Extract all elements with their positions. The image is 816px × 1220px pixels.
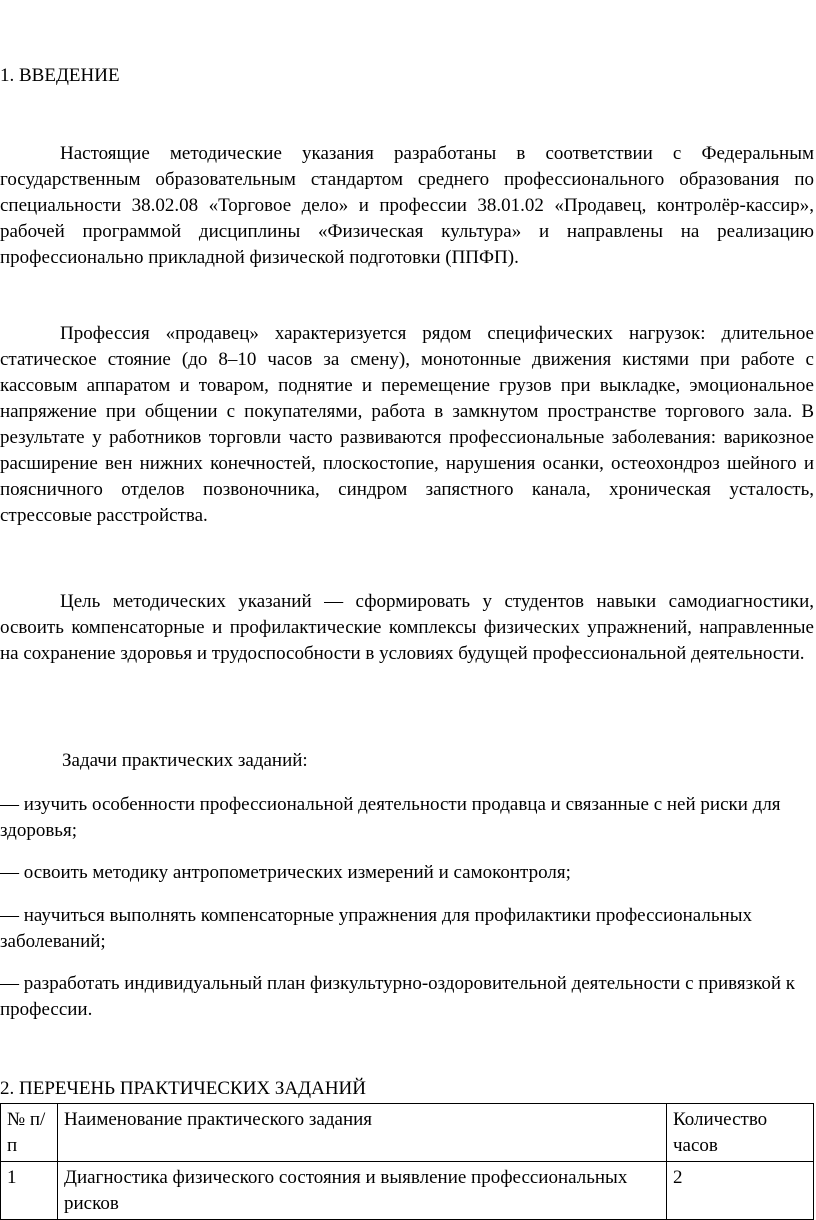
table-row xyxy=(1,1162,814,1220)
tasks-title: Задачи практических заданий: xyxy=(62,750,308,771)
paragraph-text: Настоящие методические указания разработаны в соответствии с Федеральным государственным образовательным стандартом среднего профессионального образования по специальности 38.02.08 «Торговое дело» и профессии 38.01.02 «Продавец, контролёр-кассир», рабочей программой дисциплины «Физическая культура» и направлены на реализацию профессионально прикладной физической подготовки (ППФП). xyxy=(0,143,814,268)
task-item: — освоить методику антропометрических измерений и самоконтроля; xyxy=(0,862,571,883)
practice-table xyxy=(0,1103,814,1220)
cell-number: 1 xyxy=(1,1162,58,1220)
task-item: — изучить особенности профессиональной деятельности продавца и связанные с ней риски для здоровья; xyxy=(0,794,781,841)
paragraph-text: Цель методических указаний — сформировать у студентов навыки самодиагностики, освоить компенсаторные и профилактические комплексы физических упражнений, направленные на сохранение здоровья и трудоспособности в условиях будущей профессиональной деятельности. xyxy=(0,591,814,664)
table-header-row xyxy=(1,1104,814,1162)
section-heading-introduction: 1. ВВЕДЕНИЕ xyxy=(0,65,120,86)
task-item: — научиться выполнять компенсаторные упражнения для профилактики профессиональных заболеваний; xyxy=(0,905,752,952)
paragraph-text: Профессия «продавец» характеризуется рядом специфических нагрузок: длительное статическое стояние (до 8–10 часов за смену), монотонные движения кистями при работе с кассовым аппаратом и товаром, поднятие и перемещение грузов при выкладке, эмоциональное напряжение при общении с покупателями, работа в замкнутом пространстве торгового зала. В результате у работников торговли часто развиваются профессиональные заболевания: варикозное расширение вен нижних конечностей, плоскостопие, нарушения осанки, остеохондроз шейного и поясничного отделов позвоночника, синдром запястного канала, хроническая усталость, стрессовые расстройства. xyxy=(0,323,814,526)
paragraph-profession-loads xyxy=(0,321,814,529)
column-header-hours: Количество часов xyxy=(667,1104,814,1162)
cell-hours: 2 xyxy=(667,1162,814,1220)
paragraph-goal xyxy=(0,589,814,667)
section-heading-practice-list: 2. ПЕРЕЧЕНЬ ПРАКТИЧЕСКИХ ЗАДАНИЙ xyxy=(0,1078,366,1099)
task-item: — разработать индивидуальный план физкультурно-оздоровительной деятельности с привязкой к профессии. xyxy=(0,973,795,1020)
cell-task-name: Диагностика физического состояния и выявление профессиональных рисков xyxy=(58,1162,667,1220)
column-header-number: № п/п xyxy=(1,1104,58,1162)
column-header-task-name: Наименование практического задания xyxy=(58,1104,667,1162)
paragraph-purpose xyxy=(0,141,814,271)
